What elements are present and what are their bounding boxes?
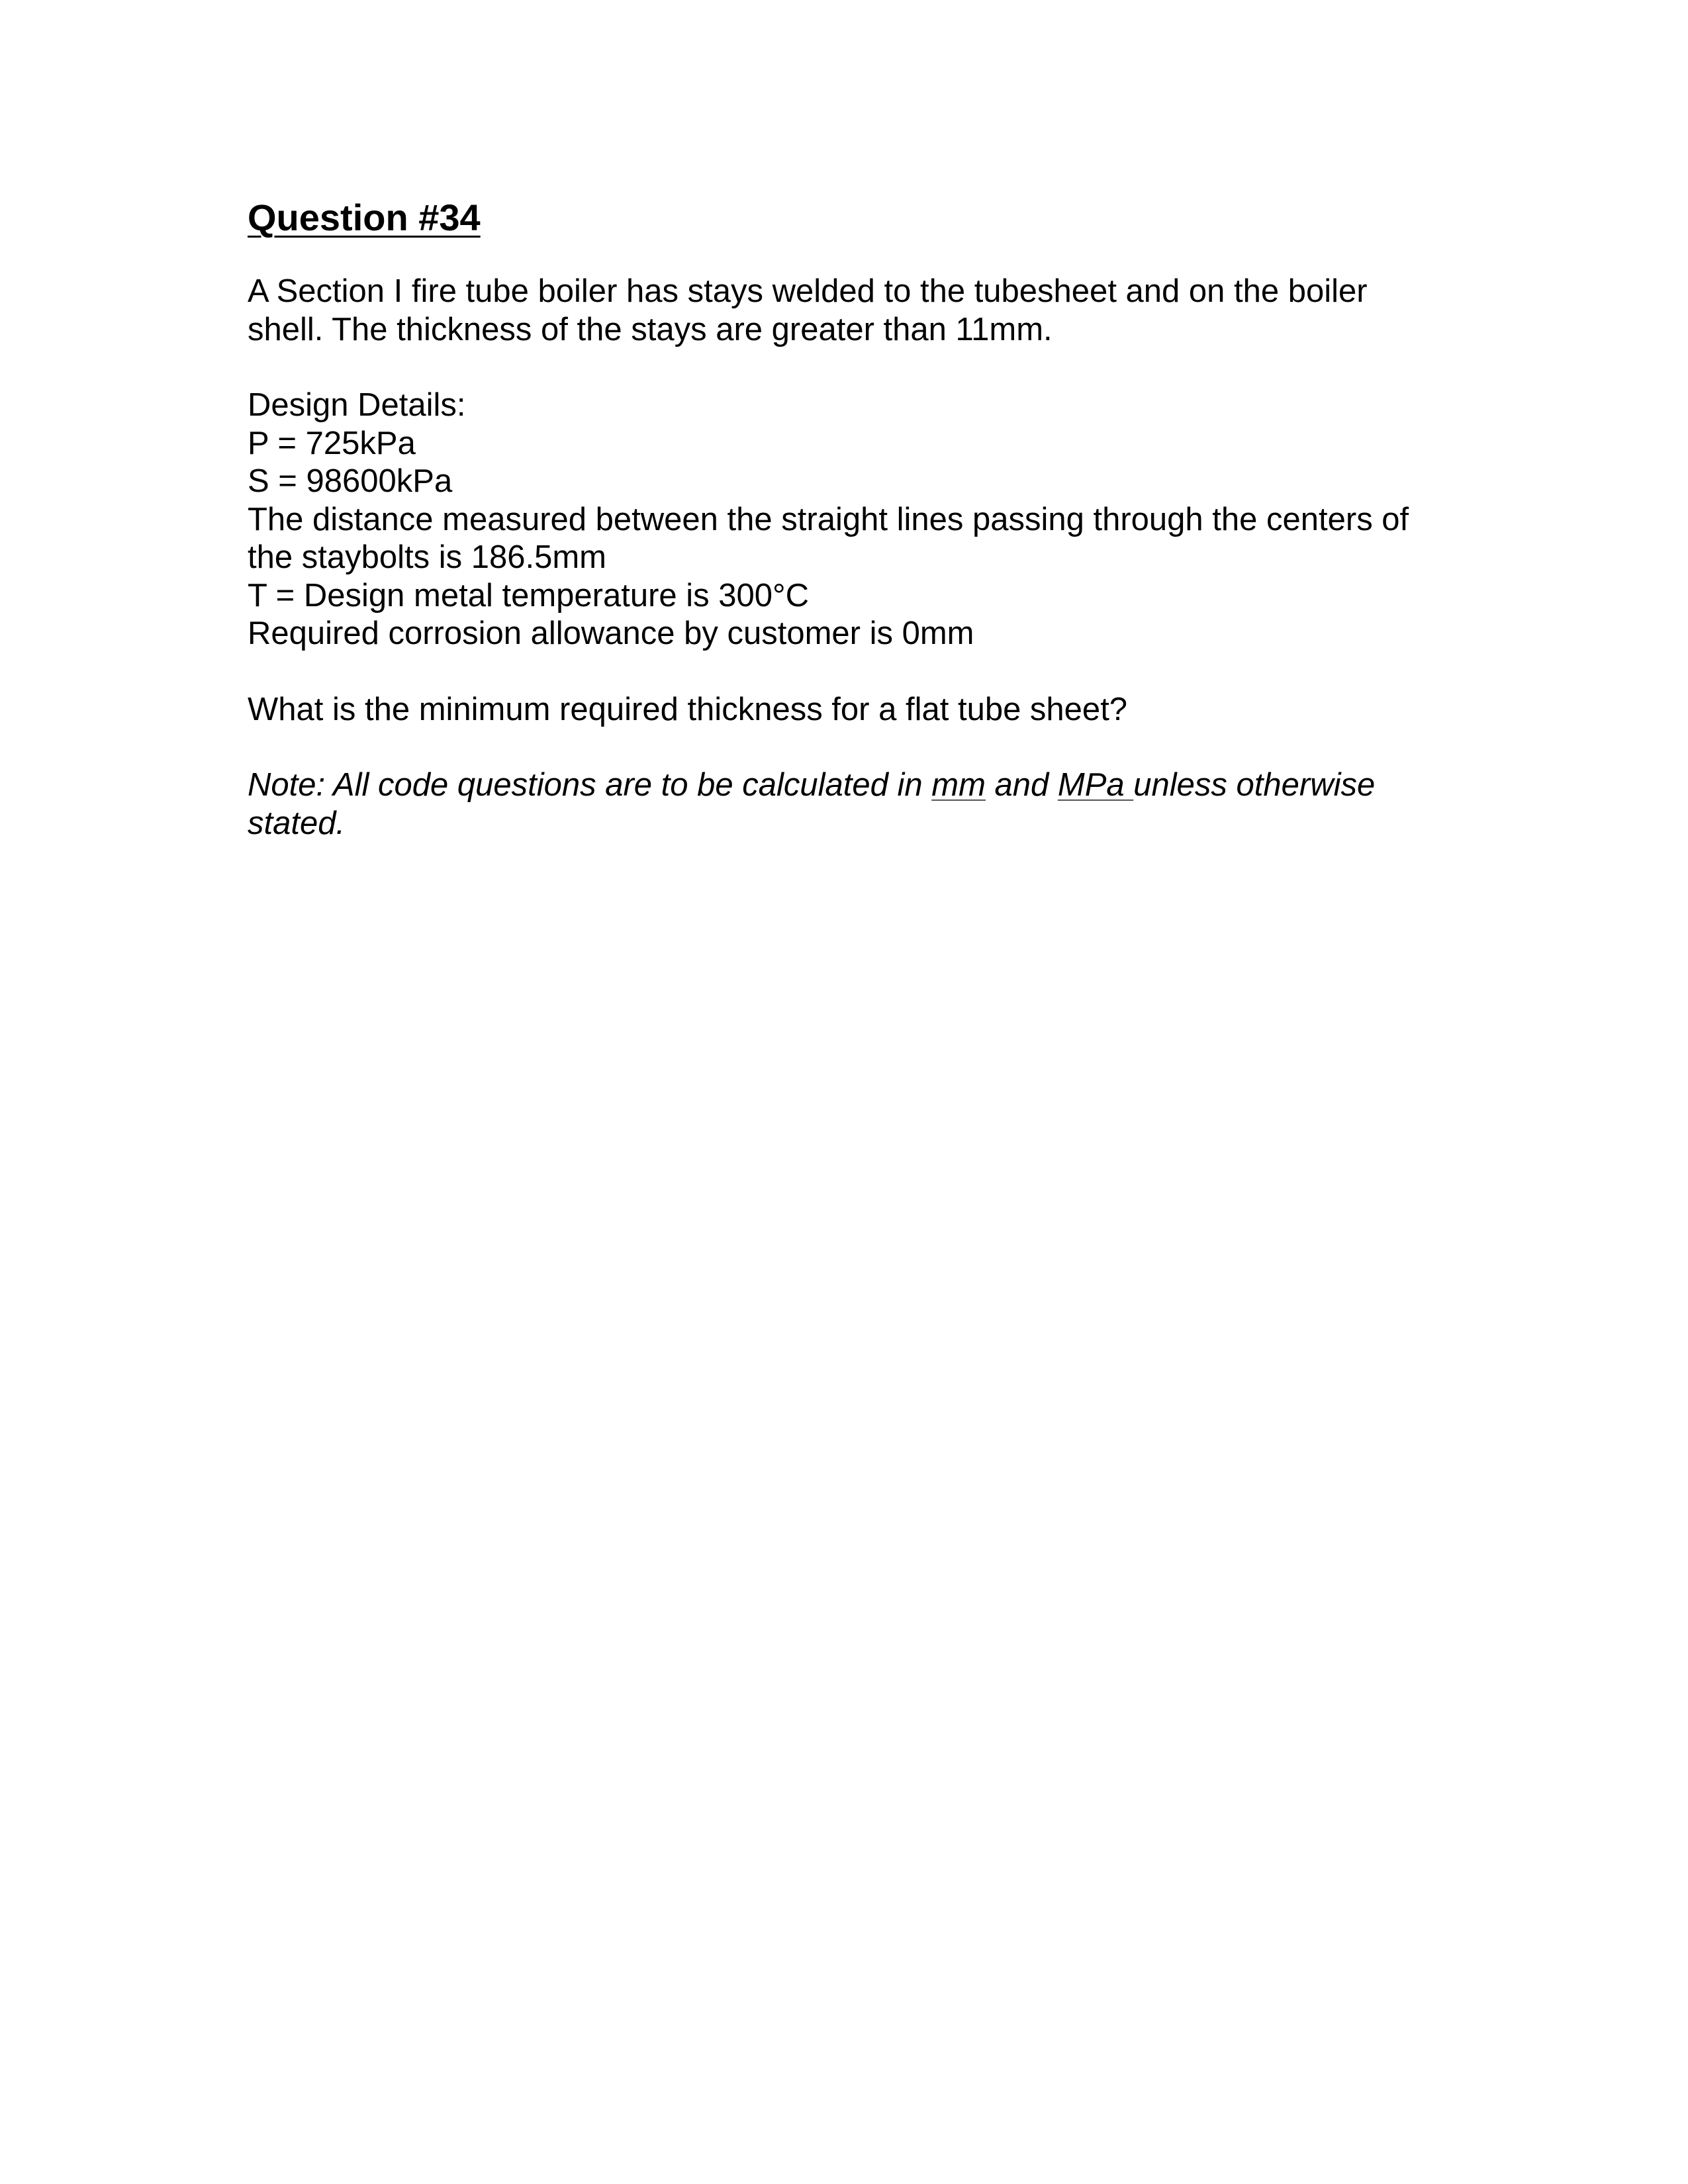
stress-value: S = 98600kPa [248,463,453,499]
note-paragraph [248,766,1479,842]
design-heading: Design Details: [248,387,466,423]
pressure-value: P = 725kPa [248,425,416,461]
distance-line: The distance measured between the straight lines passing through the centers of [248,501,1409,537]
question-text [248,691,1479,729]
note-line [248,766,1479,805]
document-content [248,196,1479,880]
question-title: Question #34 [248,197,481,238]
design-details [248,387,1479,653]
question-line: What is the minimum required thickness for a flat tube sheet? [248,691,1128,727]
note-middle: and [985,767,1058,803]
distance-line: the staybolts is 186.5mm [248,539,606,575]
note-suffix: unless otherwise [1133,767,1376,803]
note-prefix: Note: All code questions are to be calculated in [248,767,932,803]
unit-mpa: MPa [1057,767,1134,803]
note-line: stated. [248,805,346,841]
intro-line: A Section I fire tube boiler has stays welded to the tubesheet and on the boiler [248,273,1368,309]
intro-paragraph [248,273,1479,349]
intro-line: shell. The thickness of the stays are greater than 11mm. [248,311,1053,347]
temperature-value: T = Design metal temperature is 300°C [248,577,810,614]
unit-mm: mm [931,767,986,803]
corrosion-allowance: Required corrosion allowance by customer is 0mm [248,615,974,651]
